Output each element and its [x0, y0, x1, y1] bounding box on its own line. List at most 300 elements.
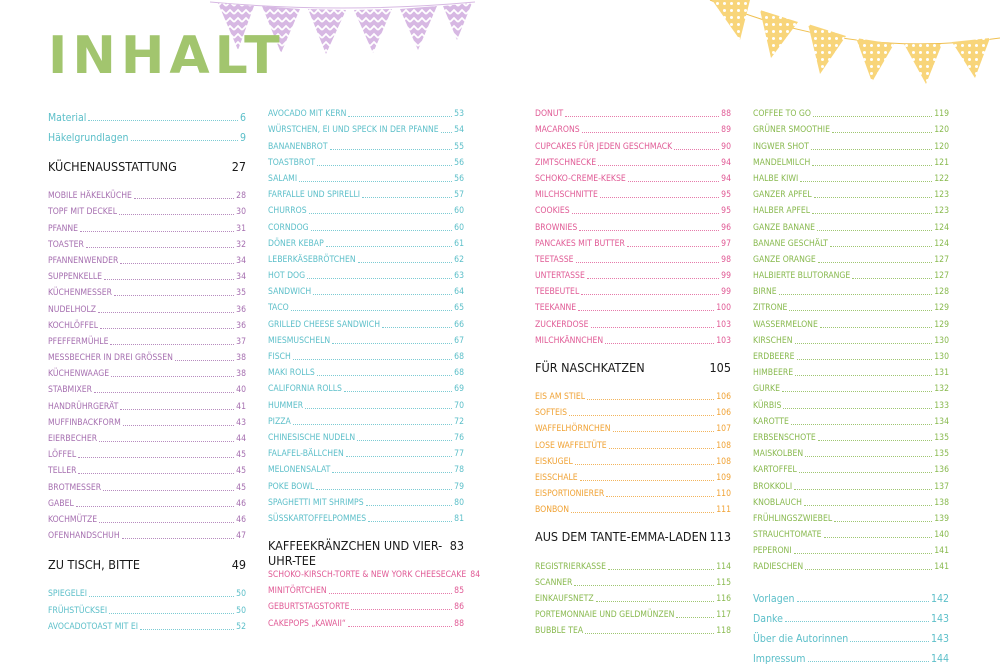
toc-entry[interactable] — [753, 604, 949, 624]
leader-dots — [311, 230, 452, 231]
toc-entry[interactable] — [535, 152, 731, 168]
entry-page: 28 — [236, 191, 246, 202]
entry-label: ZUCKERDOSE — [535, 319, 589, 330]
toc-entry[interactable] — [48, 379, 246, 395]
toc-entry[interactable] — [535, 249, 731, 265]
toc-entry[interactable] — [268, 508, 464, 524]
leader-dots — [317, 165, 452, 166]
toc-entry[interactable] — [535, 418, 731, 434]
leader-dots — [575, 464, 714, 465]
toc-entry[interactable] — [268, 103, 464, 119]
toc-entry[interactable] — [268, 297, 464, 313]
toc-entry[interactable] — [535, 555, 731, 571]
entry-label: SCHOKO-CREME-KEKSE — [535, 173, 626, 184]
entry-label: STABMIXER — [48, 385, 93, 396]
leader-dots — [358, 262, 453, 263]
entry-label: EIS AM STIEL — [535, 392, 586, 402]
toc-entry[interactable] — [753, 297, 949, 313]
toc-entry[interactable] — [268, 411, 464, 427]
entry-page: 123 — [934, 190, 949, 201]
toc-entry[interactable] — [268, 265, 464, 281]
toc-entry[interactable] — [753, 524, 949, 540]
entry-page: 66 — [454, 319, 464, 330]
toc-entry[interactable] — [48, 217, 246, 233]
entry-page: 68 — [454, 368, 464, 379]
leader-dots — [799, 472, 932, 473]
toc-entry[interactable] — [48, 493, 246, 509]
entry-page: 80 — [454, 497, 464, 508]
entry-label: WASSERMELONE — [753, 319, 818, 330]
leader-dots — [674, 149, 719, 150]
entry-label: MILCHSCHNITTE — [535, 190, 598, 201]
section-entries — [753, 103, 949, 572]
leader-dots — [332, 472, 452, 473]
entry-page: 119 — [934, 109, 949, 120]
toc-entry[interactable] — [48, 250, 246, 266]
leader-dots — [131, 140, 238, 141]
leader-dots — [789, 310, 932, 311]
entry-page: 34 — [236, 255, 246, 266]
toc-entry[interactable] — [753, 200, 949, 216]
toc-entry[interactable] — [535, 281, 731, 297]
entry-label: LÖFFEL — [48, 450, 77, 461]
entry-page: 36 — [236, 320, 246, 331]
leader-dots — [578, 310, 714, 311]
toc-entry[interactable] — [753, 281, 949, 297]
leader-dots — [808, 661, 929, 662]
toc-entry[interactable] — [753, 168, 949, 184]
toc-entry[interactable] — [268, 427, 464, 443]
entry-label: BROWNIES — [535, 222, 578, 233]
entry-page: 108 — [716, 456, 731, 467]
leader-dots — [587, 278, 719, 279]
toc-entry[interactable] — [268, 119, 464, 135]
leader-dots — [814, 197, 933, 198]
entry-label: TELLER — [48, 466, 77, 477]
toc-entry[interactable] — [48, 583, 246, 599]
toc-entry[interactable] — [268, 313, 464, 329]
entry-page: 9 — [239, 132, 246, 144]
entry-label: PFANNE — [48, 223, 79, 234]
entry-page: 61 — [454, 238, 464, 249]
toc-entry[interactable] — [535, 572, 731, 588]
toc-entry[interactable] — [268, 612, 464, 628]
entry-page: 100 — [716, 303, 731, 314]
leader-dots — [317, 375, 452, 376]
toc-entry[interactable] — [268, 394, 464, 410]
entry-label: FRÜHLINGSZWIEBEL — [753, 513, 833, 524]
toc-entry[interactable] — [753, 135, 949, 151]
entry-label: PFANNENWENDER — [48, 255, 119, 266]
toc-entry[interactable] — [48, 509, 246, 525]
entry-label: GEBURTSTAGSTORTE — [268, 602, 350, 613]
section-page: 27 — [231, 159, 246, 174]
toc-entry[interactable] — [535, 588, 731, 604]
leader-dots — [122, 538, 235, 539]
entry-label: TOPF MIT DECKEL — [48, 207, 117, 218]
entry-label: SALAMI — [268, 173, 298, 184]
toc-entry[interactable] — [268, 233, 464, 249]
toc-entry[interactable] — [753, 508, 949, 524]
entry-page: 6 — [239, 112, 246, 124]
toc-entry[interactable] — [535, 135, 731, 151]
pennant — [712, 0, 750, 40]
entry-label: SPAGHETTI MIT SHRIMPS — [268, 497, 364, 508]
entry-label: GABEL — [48, 498, 74, 509]
toc-entry[interactable] — [753, 624, 949, 644]
section-heading[interactable] — [48, 159, 246, 175]
toc-entry[interactable] — [535, 604, 731, 620]
leader-dots — [111, 376, 234, 377]
section-title: KÜCHENAUSSTATTUNG — [48, 159, 177, 174]
entry-label: MACARONS — [535, 125, 580, 136]
toc-entry[interactable] — [268, 330, 464, 346]
toc-entry[interactable] — [48, 444, 246, 460]
toc-entry[interactable] — [268, 216, 464, 232]
toc-entry[interactable] — [48, 298, 246, 314]
entry-page: 38 — [236, 369, 246, 380]
entry-page: 135 — [934, 432, 949, 443]
section-heading[interactable] — [535, 360, 731, 376]
leader-dots — [441, 132, 452, 133]
entry-page: 134 — [934, 416, 949, 427]
toc-entry[interactable] — [48, 103, 246, 123]
entry-page: 56 — [454, 157, 464, 168]
toc-entry[interactable] — [753, 362, 949, 378]
entry-page: 76 — [454, 432, 464, 443]
entry-page: 31 — [236, 223, 246, 234]
entry-label: EISSCHALE — [535, 472, 578, 483]
section-heading[interactable] — [48, 557, 246, 573]
entry-label: SÜSSKARTOFFELPOMMES — [268, 513, 367, 524]
toc-entry[interactable] — [268, 580, 464, 596]
toc-entry[interactable] — [535, 386, 731, 402]
toc-entry[interactable] — [48, 525, 246, 541]
entry-label: MINITÖRTCHEN — [268, 586, 327, 597]
toc-entry[interactable] — [753, 265, 949, 281]
toc-entry[interactable] — [535, 499, 731, 515]
entry-label: COOKIES — [535, 206, 570, 217]
entry-page: 55 — [454, 141, 464, 152]
entry-label: COFFEE TO GO — [753, 109, 811, 120]
toc-entry[interactable] — [753, 556, 949, 572]
entry-label: Vorlagen — [753, 593, 795, 606]
leader-dots — [362, 197, 452, 198]
toc-entry[interactable] — [753, 492, 949, 508]
toc-entry[interactable] — [753, 475, 949, 491]
leader-dots — [569, 415, 714, 416]
toc-entry[interactable] — [535, 467, 731, 483]
toc-entry[interactable] — [535, 297, 731, 313]
toc-entry[interactable] — [48, 616, 246, 632]
leader-dots — [627, 246, 719, 247]
toc-entry[interactable] — [535, 451, 731, 467]
toc-entry[interactable] — [268, 346, 464, 362]
toc-entry[interactable] — [268, 200, 464, 216]
entry-label: TACO — [268, 303, 289, 314]
leader-dots — [797, 359, 933, 360]
entry-page: 131 — [934, 368, 949, 379]
toc-entry[interactable] — [268, 492, 464, 508]
section-title: FÜR NASCHKATZEN — [535, 359, 645, 375]
entry-page: 34 — [236, 272, 246, 283]
toc-entry[interactable] — [535, 233, 731, 249]
entry-label: KÜRBIS — [753, 400, 782, 411]
entry-label: KOCHMÜTZE — [48, 514, 98, 525]
toc-entry[interactable] — [753, 330, 949, 346]
toc-entry[interactable] — [535, 620, 731, 636]
toc-entry[interactable] — [535, 402, 731, 418]
entry-label: BIRNE — [753, 287, 777, 298]
toc-entry[interactable] — [535, 168, 731, 184]
leader-dots — [348, 626, 452, 627]
entry-page: 50 — [236, 589, 246, 600]
toc-entry[interactable] — [753, 152, 949, 168]
toc-entry[interactable] — [48, 123, 246, 143]
toc-entry[interactable] — [753, 249, 949, 265]
section-heading[interactable] — [268, 537, 464, 568]
entry-page: 35 — [236, 288, 246, 299]
entry-page: 143 — [930, 613, 949, 626]
toc-entry[interactable] — [48, 266, 246, 282]
entry-page: 47 — [236, 531, 246, 542]
toc-entry[interactable] — [753, 233, 949, 249]
toc-entry[interactable] — [753, 313, 949, 329]
toc-entry[interactable] — [753, 540, 949, 556]
entry-label: EISKUGEL — [535, 456, 573, 467]
entry-page: 124 — [934, 222, 949, 233]
leader-dots — [817, 230, 932, 231]
toc-entry[interactable] — [753, 459, 949, 475]
toc-entry[interactable] — [48, 234, 246, 250]
entry-label: MAISKOLBEN — [753, 449, 804, 460]
entry-page: 144 — [930, 653, 949, 665]
entry-page: 65 — [454, 303, 464, 314]
entry-label: HIMBEERE — [753, 368, 794, 379]
leader-dots — [587, 399, 714, 400]
toc-entry[interactable] — [48, 476, 246, 492]
section-heading[interactable] — [535, 529, 731, 545]
toc-entry[interactable] — [535, 313, 731, 329]
toc-entry[interactable] — [753, 427, 949, 443]
toc-entry[interactable] — [48, 347, 246, 363]
intro-entries — [48, 103, 246, 143]
toc-entry[interactable] — [753, 346, 949, 362]
entry-label: HOT DOG — [268, 271, 306, 282]
leader-dots — [565, 116, 719, 117]
leader-dots — [94, 392, 234, 393]
leader-dots — [98, 312, 234, 313]
toc-entry[interactable] — [753, 119, 949, 135]
entry-label: GURKE — [753, 384, 780, 395]
toc-entry[interactable] — [753, 644, 949, 664]
entry-label: ZITRONE — [753, 303, 788, 314]
pennant — [904, 44, 942, 84]
entry-page: 109 — [716, 472, 731, 483]
toc-entry[interactable] — [535, 265, 731, 281]
entry-page: 106 — [716, 408, 731, 419]
entry-label: BUBBLE TEA — [535, 626, 584, 637]
toc-entry[interactable] — [535, 184, 731, 200]
entry-label: SUPPENKELLE — [48, 272, 103, 283]
leader-dots — [608, 569, 714, 570]
toc-entry[interactable] — [268, 249, 464, 265]
section-entries — [268, 103, 464, 524]
entry-page: 127 — [934, 271, 949, 282]
toc-entry[interactable] — [268, 459, 464, 475]
toc-entry[interactable] — [535, 483, 731, 499]
entry-page: 50 — [236, 605, 246, 616]
entry-label: Impressum — [753, 653, 806, 665]
toc-entry[interactable] — [753, 184, 949, 200]
entry-page: 57 — [454, 190, 464, 201]
entry-label: FISCH — [268, 352, 291, 362]
leader-dots — [783, 408, 932, 409]
leader-dots — [606, 496, 714, 497]
toc-entry[interactable] — [48, 460, 246, 476]
toc-entry[interactable] — [48, 282, 246, 298]
entry-page: 88 — [454, 618, 464, 629]
toc-entry[interactable] — [535, 434, 731, 450]
toc-entry[interactable] — [753, 216, 949, 232]
entry-label: MILCHKÄNNCHEN — [535, 335, 604, 346]
toc-entry[interactable] — [535, 200, 731, 216]
leader-dots — [812, 213, 932, 214]
entry-label: BONBON — [535, 505, 570, 516]
section-title: ZU TISCH, BITTE — [48, 557, 140, 573]
toc-entry[interactable] — [535, 216, 731, 232]
leader-dots — [299, 181, 452, 182]
toc-entry[interactable] — [753, 584, 949, 604]
entry-label: PFEFFERMÜHLE — [48, 336, 109, 347]
leader-dots — [346, 456, 452, 457]
toc-entry[interactable] — [268, 378, 464, 394]
leader-dots — [332, 343, 452, 344]
section-title: KAFFEEKRÄNZCHEN UND VIER-UHR-TEE — [268, 537, 443, 568]
section-entries — [48, 185, 246, 541]
toc-entry[interactable] — [48, 395, 246, 411]
toc-entry[interactable] — [48, 412, 246, 428]
entry-label: FARFALLE UND SPIRELLI — [268, 190, 361, 201]
entry-page: 63 — [454, 271, 464, 282]
toc-entry[interactable] — [535, 103, 731, 119]
leader-dots — [782, 391, 932, 392]
entry-label: CORNDOG — [268, 222, 309, 233]
toc-entry[interactable] — [268, 362, 464, 378]
entry-label: HANDRÜHRGERÄT — [48, 401, 119, 412]
toc-entry[interactable] — [48, 201, 246, 217]
toc-entry[interactable] — [268, 184, 464, 200]
toc-entry[interactable] — [268, 168, 464, 184]
entry-label: Häkelgrundlagen — [48, 132, 129, 144]
toc-entry[interactable] — [535, 330, 731, 346]
entry-page: 121 — [934, 157, 949, 168]
entry-label: AVOCADO MIT KERN — [268, 109, 347, 120]
entry-page: 38 — [236, 353, 246, 364]
entry-label: GANZER APFEL — [753, 190, 812, 201]
toc-entry[interactable] — [48, 185, 246, 201]
toc-entry[interactable] — [753, 411, 949, 427]
leader-dots — [123, 425, 234, 426]
leader-dots — [313, 294, 452, 295]
entry-label: UNTERTASSE — [535, 271, 585, 282]
toc-entry[interactable] — [535, 119, 731, 135]
leader-dots — [591, 327, 715, 328]
entry-page: 85 — [454, 586, 464, 597]
toc-entry[interactable] — [268, 596, 464, 612]
entry-label: SOFTEIS — [535, 408, 568, 419]
entry-label: HALBER APFEL — [753, 206, 811, 217]
toc-entry[interactable] — [268, 443, 464, 459]
entry-label: MAKI ROLLS — [268, 368, 315, 379]
toc-entry[interactable] — [48, 363, 246, 379]
toc-entry[interactable] — [268, 135, 464, 151]
toc-entry[interactable] — [48, 331, 246, 347]
entry-label: BANANE GESCHÄLT — [753, 238, 828, 249]
entry-label: POKE BOWL — [268, 481, 315, 492]
leader-dots — [613, 431, 715, 432]
entry-page: 90 — [721, 141, 731, 152]
toc-entry[interactable] — [48, 315, 246, 331]
entry-page: 132 — [934, 384, 949, 395]
leader-dots — [78, 457, 234, 458]
pennant — [308, 9, 346, 54]
section-entries — [535, 386, 731, 516]
entry-label: KAROTTE — [753, 416, 789, 427]
toc-entry[interactable] — [268, 152, 464, 168]
entry-label: SCHOKO-KIRSCH-TORTE & NEW YORK CHEESECAKE — [268, 570, 467, 581]
entry-label: MANDELMILCH — [753, 157, 811, 168]
entry-label: CUPCAKES FÜR JEDEN GESCHMACK — [535, 141, 673, 152]
leader-dots — [100, 328, 234, 329]
toc-entry[interactable] — [268, 475, 464, 491]
leader-dots — [572, 213, 719, 214]
entry-page: 84 — [470, 570, 481, 581]
toc-entry[interactable] — [753, 394, 949, 410]
toc-entry[interactable] — [268, 281, 464, 297]
toc-entry[interactable] — [48, 599, 246, 615]
entry-label: PANCAKES MIT BUTTER — [535, 238, 625, 249]
entry-page: 103 — [716, 335, 731, 346]
entry-label: HALBE KIWI — [753, 173, 799, 184]
entry-label: Über die Autorinnen — [753, 633, 849, 646]
entry-page: 94 — [721, 173, 731, 184]
toc-entry[interactable] — [753, 103, 949, 119]
leader-dots — [305, 408, 452, 409]
leader-dots — [104, 279, 234, 280]
entry-label: AVOCADOTOAST MIT EI — [48, 621, 138, 632]
entry-label: ZIMTSCHNECKE — [535, 157, 597, 168]
toc-entry[interactable] — [48, 428, 246, 444]
entry-page: 135 — [934, 449, 949, 460]
entry-page: 41 — [236, 401, 246, 412]
pennant — [760, 10, 798, 58]
entry-label: REGISTRIERKASSE — [535, 561, 606, 572]
leader-dots — [109, 613, 234, 614]
leader-dots — [110, 344, 234, 345]
leader-dots — [309, 213, 453, 214]
leader-dots — [80, 231, 234, 232]
entry-page: 130 — [934, 352, 949, 362]
toc-entry[interactable] — [753, 443, 949, 459]
entry-label: KOCHLÖFFEL — [48, 320, 99, 331]
entry-label: GRILLED CHEESE SANDWICH — [268, 319, 381, 330]
leader-dots — [818, 440, 932, 441]
leader-dots — [600, 197, 719, 198]
toc-entry[interactable] — [753, 378, 949, 394]
entry-label: Danke — [753, 613, 783, 626]
entry-page: 45 — [236, 450, 246, 461]
